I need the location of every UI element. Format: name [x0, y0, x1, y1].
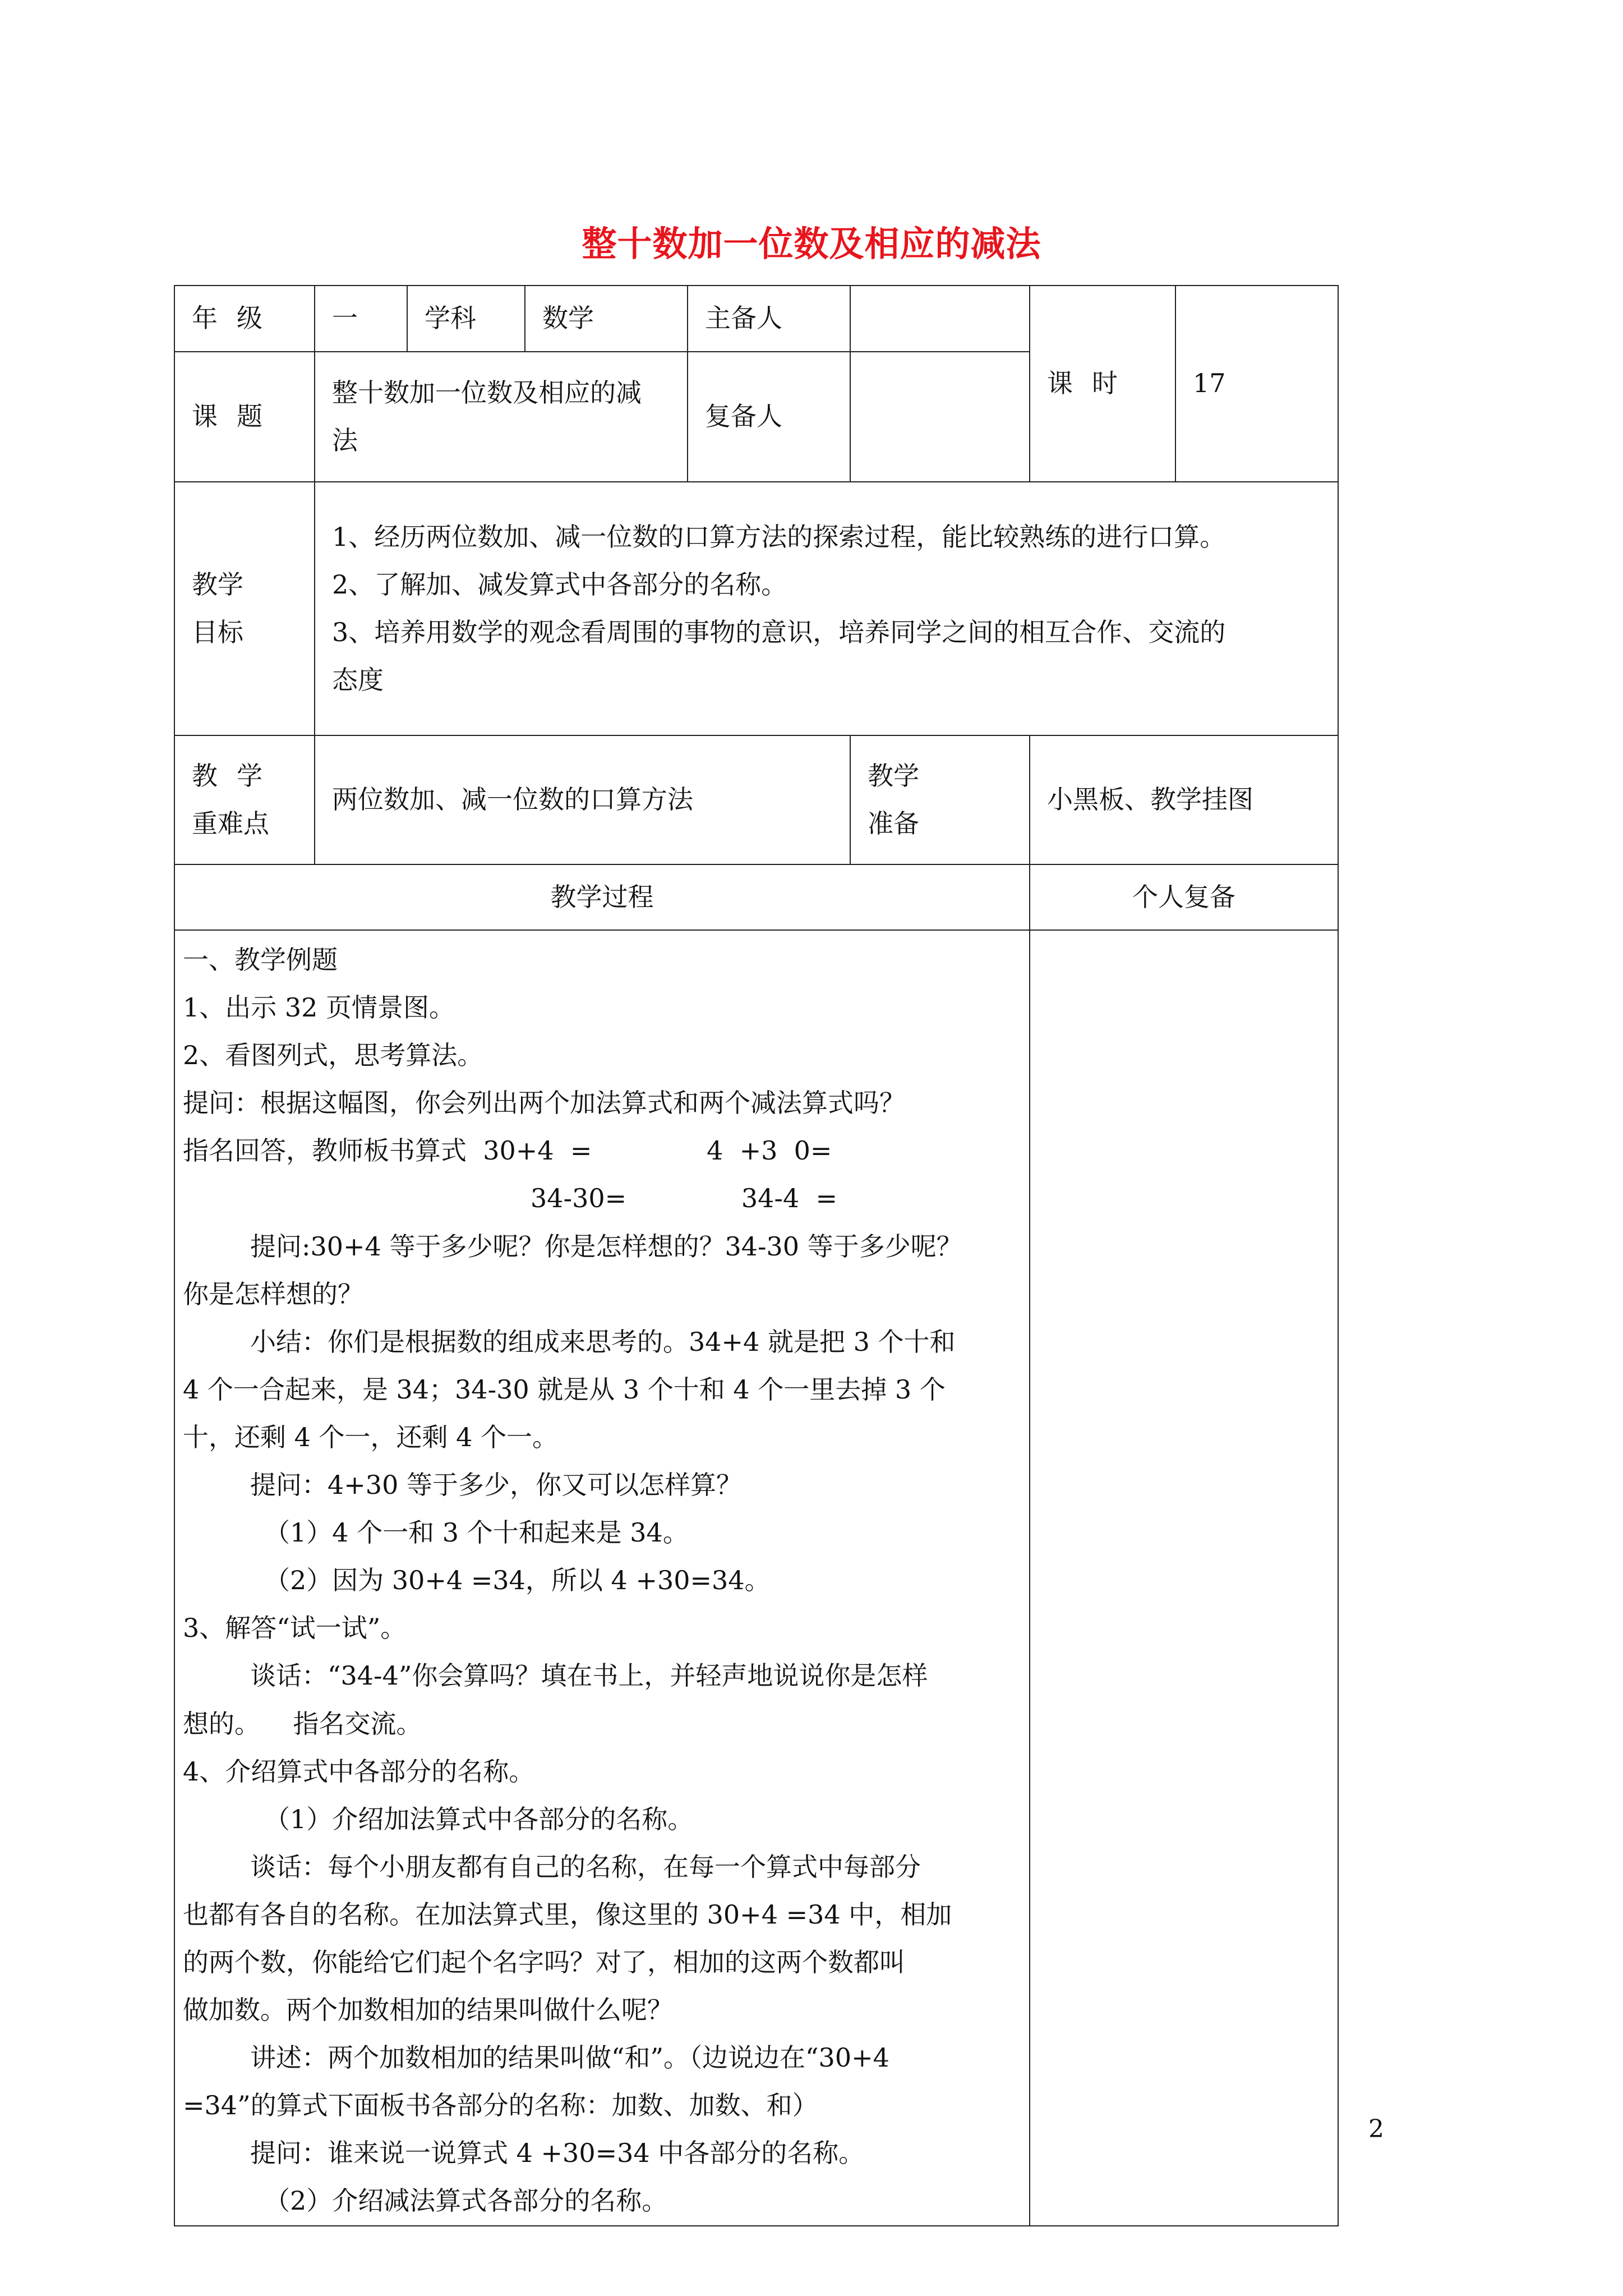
process-line: 谈话：“34-4”你会算吗？填在书上，并轻声地说说你是怎样 [250, 1660, 928, 1691]
goal-item: 态度 [332, 665, 384, 696]
process-line: （2）因为 30+4 =34，所以 4 +30=34。 [264, 1565, 771, 1596]
process-line: 十，还剩 4 个一，还剩 4 个一。 [183, 1421, 559, 1452]
process-line: 做加数。两个加数相加的结果叫做什么呢？ [183, 1995, 673, 2026]
process-content [174, 930, 1030, 2226]
goal-item: 1、经历两位数加、减一位数的口算方法的探索过程，能比较熟练的进行口算。 [332, 521, 1226, 552]
review-header: 个人复备 [1030, 864, 1338, 930]
goal-item: 2、了解加、减发算式中各部分的名称。 [332, 569, 787, 600]
prep-value: 小黑板、教学挂图 [1030, 735, 1338, 864]
review-notes [1030, 930, 1338, 2226]
process-line: （1）4 个一和 3 个十和起来是 34。 [264, 1517, 689, 1548]
goals-content [315, 482, 1338, 735]
process-line: =34”的算式下面板书各部分的名称：加数、加数、和） [183, 2090, 818, 2121]
period-value: 17 [1175, 286, 1338, 482]
prep-label: 教学 准备 [850, 735, 1030, 864]
process-line: 提问：谁来说一说算式 4 +30=34 中各部分的名称。 [250, 2138, 865, 2169]
goal-item: 3、培养用数学的观念看周围的事物的意识，培养同学之间的相互合作、交流的 [332, 617, 1226, 647]
topic-label: 课 题 [174, 352, 315, 482]
process-line: 34-30= 34-4 = [531, 1183, 837, 1214]
process-line: （1）介绍加法算式中各部分的名称。 [264, 1803, 694, 1834]
reviewer-label: 复备人 [688, 352, 850, 482]
key-points-value: 两位数加、减一位数的口算方法 [315, 735, 850, 864]
process-line: 提问：4+30 等于多少，你又可以怎样算？ [250, 1470, 742, 1501]
process-line: 小结：你们是根据数的组成来思考的。34+4 就是把 3 个十和 [250, 1326, 956, 1357]
process-line: 你是怎样想的？ [183, 1278, 363, 1309]
period-label: 课 时 [1030, 286, 1175, 482]
process-line: 谈话：每个小朋友都有自己的名称，在每一个算式中每部分 [250, 1851, 921, 1882]
lesson-plan-table [174, 285, 1339, 2226]
process-line: 提问:30+4 等于多少呢？你是怎样想的？34-30 等于多少呢？ [250, 1231, 962, 1262]
key-points-label: 教 学 重难点 [174, 735, 315, 864]
process-line: 提问：根据这幅图，你会列出两个加法算式和两个减法算式吗？ [183, 1088, 905, 1119]
reviewer-value [850, 352, 1030, 482]
process-line: 3、解答“试一试”。 [183, 1613, 407, 1644]
grade-value: 一 [315, 286, 407, 352]
process-line: 指名回答，教师板书算式 30+4 = 4 +3 0= [183, 1135, 832, 1166]
process-header: 教学过程 [174, 864, 1030, 930]
page-number: 2 [1368, 2115, 1384, 2143]
process-line: 的两个数，你能给它们起个名字吗？对了，相加的这两个数都叫 [183, 1947, 905, 1977]
goals-label: 教学 目标 [174, 482, 315, 735]
process-line: （2）介绍减法算式各部分的名称。 [264, 2185, 668, 2216]
process-line: 讲述：两个加数相加的结果叫做“和”。（边说边在“30+4 [250, 2042, 889, 2073]
process-line: 想的。 指名交流。 [183, 1708, 422, 1739]
process-line: 也都有各自的名称。在加法算式里，像这里的 30+4 =34 中，相加 [183, 1899, 952, 1930]
topic-value: 整十数加一位数及相应的减 法 [315, 352, 688, 482]
preparer-value [850, 286, 1030, 352]
document-title: 整十数加一位数及相应的减法 [582, 223, 1041, 264]
process-line: 一、教学例题 [183, 945, 338, 975]
process-line: 1、出示 32 页情景图。 [183, 992, 455, 1023]
subject-label: 学科 [407, 286, 525, 352]
grade-label: 年 级 [174, 286, 315, 352]
preparer-label: 主备人 [688, 286, 850, 352]
process-line: 4、介绍算式中各部分的名称。 [183, 1756, 535, 1787]
process-line: 2、看图列式，思考算法。 [183, 1040, 483, 1071]
process-line: 4 个一合起来，是 34；34-30 就是从 3 个十和 4 个一里去掉 3 个 [183, 1374, 946, 1405]
subject-value: 数学 [525, 286, 688, 352]
